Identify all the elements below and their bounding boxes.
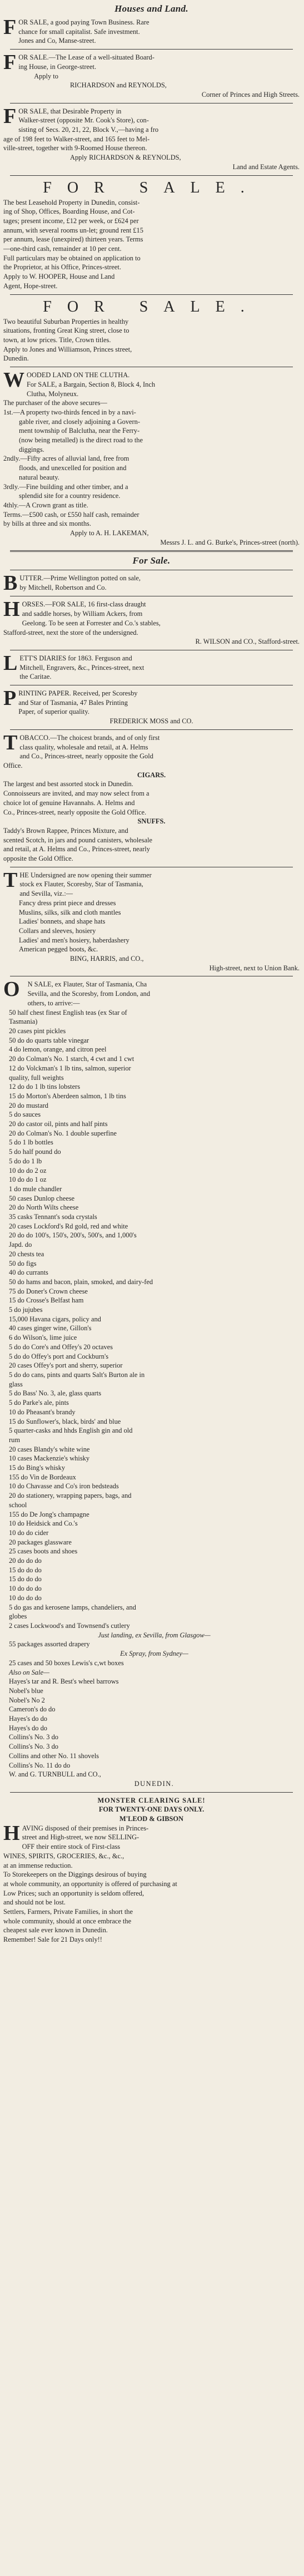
list-item: Japd. do	[9, 1241, 32, 1249]
list-item: 5 do do Core's and Offey's 20 octaves	[9, 1343, 113, 1351]
list-item: 75 do Doner's Crown cheese	[9, 1287, 88, 1295]
list-item: 15 do Sunflower's, black, birds' and blue	[9, 1417, 121, 1425]
list-item: 5 do 1 lb bottles	[9, 1138, 53, 1147]
ad-signature: W. and G. TURNBULL and CO.,	[9, 1770, 101, 1779]
list-item: Collins's No. 3 do	[9, 1733, 58, 1741]
list-item: Nobel's No 2	[9, 1696, 45, 1704]
list-item: American pegged boots, &c.	[19, 945, 98, 954]
list-item: glass	[9, 1380, 23, 1388]
list-item: AVING disposed of their premises in Princes-	[22, 1824, 149, 1832]
on-sale-list	[3, 980, 300, 1630]
list-item: Collars and sleeves, hosiery	[19, 926, 96, 935]
ad-line: Geelong. To be seen at Forrester and Co.'s stables,	[22, 619, 161, 627]
ad-horses	[3, 600, 300, 647]
for-sale-banner: FOR SALE.	[43, 298, 260, 315]
dropcap: W	[3, 368, 24, 392]
ad-line: and Star of Tasmania, 47 Bales Printing	[18, 698, 128, 707]
ad-line: Clutha, Molyneux.	[27, 389, 79, 398]
ad-line: Agent, Hope-street.	[3, 282, 58, 290]
list-item: Sevilla, and the Scoresby, from London, and	[27, 990, 151, 998]
ad-line: —one-third cash, remainder at 10 per cent.	[3, 245, 122, 253]
divider	[10, 49, 293, 50]
list-item: 5 do do 1 lb	[9, 1157, 42, 1165]
list-item: 20 cases pint pickles	[9, 1027, 66, 1035]
ad-line: High-street, next to Union Bank.	[209, 964, 300, 972]
ad-line: stock ex Flauter, Scoresby, Star of Tasmania,	[19, 880, 143, 889]
ad-signature-place: DUNEDIN.	[134, 1779, 175, 1788]
list-item: 20 chests tea	[9, 1250, 44, 1258]
list-item: 1 do mule chandler	[9, 1185, 62, 1193]
ad-signature: Apply RICHARDSON & REYNOLDS,	[70, 154, 181, 162]
ad-bing-harris	[3, 868, 300, 973]
subheading-spray: Ex Spray, from Sydney—	[120, 1650, 188, 1658]
dropcap: H	[3, 1821, 20, 1845]
ad-line: Apply to	[34, 72, 58, 80]
divider	[10, 1792, 293, 1793]
list-item: Hayes's do do	[9, 1724, 47, 1732]
subheading-snuffs: SNUFFS.	[137, 817, 166, 826]
ad-line: 1st.—A property two-thirds fenced in by a navi-	[3, 408, 136, 416]
ad-line: Walker-street (opposite Mr. Cook's Store), con-	[18, 116, 149, 125]
ad-line: HE Undersigned are now opening their summer	[19, 871, 152, 879]
list-item: 20 do North Wilts cheese	[9, 1203, 79, 1212]
list-item: 15 do Bing's whisky	[9, 1464, 66, 1472]
list-item: 25 cases boots and shoes	[9, 1547, 78, 1556]
ad-line: the Proprietor, at his Office, Princes-street.	[3, 263, 121, 272]
list-item: 20 do do 100's, 150's, 200's, 500's, and 1,000's	[9, 1231, 137, 1240]
section-heading-for-sale: For Sale.	[132, 555, 171, 566]
ad-signature: RICHARDSON and REYNOLDS,	[70, 81, 167, 90]
list-item: 20 do stationery, wrapping papers, bags, and	[9, 1492, 132, 1500]
list-item: 4 do lemon, orange, and citron peel	[9, 1045, 107, 1054]
list-item: 40 cases ginger wine, Gillon's	[9, 1324, 92, 1333]
list-item: at whole community, an opportunity is offered of purchasing at	[3, 1879, 177, 1888]
dropcap: B	[3, 571, 18, 595]
list-item: Ladies' bonnets, and shape hats	[19, 917, 106, 926]
list-item: Hayes's do do	[9, 1715, 47, 1723]
list-item: Low Prices; such an opportunity is seldom offered,	[3, 1889, 144, 1897]
list-item: 15 do Morton's Aberdeen salmon, 1 lb tins	[9, 1092, 126, 1100]
list-item: 10 do do 1 oz	[9, 1176, 47, 1184]
ad-line: diggings.	[19, 445, 44, 453]
list-item: Ladies' and men's hosiery, haberdashery	[19, 936, 129, 944]
ad-line: ville-street, together with 9-Roomed House thereon.	[3, 144, 147, 152]
ad-line: OBACCO.—The choicest brands, and of only first	[19, 733, 160, 742]
ad-line: Apply to W. HOOPER, House and Land	[3, 273, 115, 281]
ad-line: age of 198 feet to Walker-street, and 165 feet to Mel-	[3, 135, 150, 143]
list-item: 5 do do Offey's port and Cockburn's	[9, 1352, 109, 1360]
ad-line: by Mitchell, Robertson and Co.	[19, 584, 107, 592]
clearing-sale-title: MONSTER CLEARING SALE!	[97, 1796, 206, 1804]
ad-line: Two beautiful Suburban Properties in healthy	[3, 317, 129, 325]
list-item: at an immense reduction.	[3, 1861, 73, 1869]
ad-line: Dunedin.	[3, 354, 29, 363]
list-item: 20 cases Offey's port and sherry, superior	[9, 1361, 123, 1370]
divider	[10, 175, 293, 176]
ad-line: For SALE, a Bargain, Section 8, Block 4, Inch	[27, 380, 156, 388]
ad-signature: FREDERICK MOSS and CO.	[109, 717, 193, 726]
list-item: 50 cases Dunlop cheese	[9, 1194, 75, 1202]
list-item: To Storekeepers on the Diggings desirous of buying	[3, 1871, 147, 1879]
also-list	[3, 1677, 300, 1770]
list-item: globes	[9, 1612, 27, 1621]
list-item: OFF their entire stock of First-class	[22, 1843, 121, 1851]
list-item: 5 quarter-casks and hhds English gin and old	[9, 1427, 133, 1435]
list-item: others, to arrive:—	[27, 999, 80, 1007]
ad-clearing-sale	[3, 1796, 300, 1945]
subheading-arrive: Just landing, ex Sevilla, from Glasgow—	[98, 1631, 211, 1639]
ad-line: OR SALE.—The Lease of a well-situated Board-	[18, 53, 155, 62]
list-item: 15 do do do	[9, 1575, 42, 1583]
ad-line: scented Scotch, in jars and pound canisters, wholesale	[3, 836, 153, 844]
list-item: 15,000 Havana cigars, policy and	[9, 1315, 101, 1323]
for-sale-banner: FOR SALE.	[43, 179, 260, 196]
list-item: 50 do hams and bacon, plain, smoked, and dairy-fed	[9, 1277, 153, 1286]
ad-line: Corner of Princes and High Streets.	[201, 90, 300, 98]
list-item: 20 do mustard	[9, 1101, 48, 1109]
ad-line: Messrs J. L. and G. Burke's, Princes-street (north).	[160, 538, 300, 546]
list-item: 20 do Colman's No. 1 double superfine	[9, 1129, 117, 1137]
ad-wooded-land-clutha	[3, 368, 300, 547]
list-item: rum	[9, 1435, 20, 1444]
list-item: 10 do do do	[9, 1593, 42, 1602]
ad-signature: R. WILSON and CO., Stafford-street.	[195, 638, 300, 646]
list-item: Nobel's blue	[9, 1686, 43, 1695]
dropcap: F	[3, 51, 17, 75]
ad-line: Paper, of superior quality.	[18, 708, 89, 716]
ad-line: ing House, in George-street.	[18, 62, 97, 71]
ad-line: UTTER.—Prime Wellington potted on sale,	[19, 574, 141, 583]
dropcap: L	[3, 651, 18, 675]
ad-line: OODED LAND ON THE CLUTHA.	[27, 371, 130, 379]
ad-line: ing of Shop, Offices, Boarding House, and Cot-	[3, 208, 135, 216]
list-item: 5 do Bass' No. 3, ale, glass quarts	[9, 1389, 102, 1398]
list-item: street and High-street, we now SELLING-	[22, 1833, 139, 1842]
list-item: 10 do Pheasant's brandy	[9, 1408, 76, 1416]
list-item: 5 do sauces	[9, 1111, 41, 1119]
ad-line: per annum, lease (unexpired) thirteen years. Terms	[3, 235, 143, 244]
ad-line: OR SALE, that Desirable Property in	[18, 107, 122, 115]
ad-line: OR SALE, a good paying Town Business. Rare	[18, 18, 149, 26]
list-item: Hayes's tar and R. Best's wheel barrows	[9, 1677, 119, 1686]
ad-printing-paper	[3, 689, 300, 726]
list-item: 10 cases Mackenzie's whisky	[9, 1454, 90, 1463]
list-item: 20 packages glassware	[9, 1538, 72, 1546]
ad-line: tages; present income, £12 per week, or £624 per	[3, 216, 139, 225]
ad-line: and retail, at A. Helms and Co., Princes-street, nearly	[3, 845, 150, 853]
subheading-cigars: CIGARS.	[137, 771, 166, 779]
ad-turnbull-on-sale	[3, 980, 300, 1788]
list-item: 12 do Volckman's 1 lb tins, salmon, superior	[9, 1064, 131, 1072]
list-item: 10 do do do	[9, 1585, 42, 1593]
list-item: 25 cases and 50 boxes Lewis's c,wt boxes	[9, 1659, 124, 1667]
ad-line: 3rdly.—Fine building and other timber, and a	[3, 482, 128, 491]
list-item: 50 do do quarts table vinegar	[9, 1036, 89, 1044]
list-item: WINES, SPIRITS, GROCERIES, &c., &c.,	[3, 1852, 124, 1860]
ad-line: Terms.—£500 cash, or £550 half cash, remainder	[3, 510, 139, 519]
ad-line: and saddle horses, by William Ackers, from	[22, 610, 143, 618]
ad-line: Jones and Co, Manse-street.	[18, 37, 96, 45]
list-item: 20 do do do	[9, 1557, 42, 1565]
ad-line: Connoisseurs are invited, and may now select from a	[3, 789, 149, 798]
list-item: 5 do gas and kerosene lamps, chandeliers, and	[9, 1603, 136, 1611]
ad-line: Office.	[3, 762, 23, 769]
list-item: 50 do figs	[9, 1259, 37, 1267]
ad-town-business	[3, 18, 300, 46]
ad-line: sisting of Secs. 20, 21, 22, Block V.,—having a fro	[18, 126, 159, 134]
divider	[10, 729, 293, 730]
list-item: whole community, should at once embrace the	[3, 1917, 132, 1925]
list-item: 40 do currants	[9, 1269, 48, 1277]
ad-signature: Apply to A. H. LAKEMAN,	[70, 529, 149, 537]
list-item: 155 do Vin de Bordeaux	[9, 1473, 76, 1481]
list-item: 20 do castor oil, pints and half pints	[9, 1120, 108, 1128]
list-item: 15 do Crosse's Belfast ham	[9, 1296, 84, 1305]
ad-line: Co., Princes-street, nearly opposite the Gold Office.	[3, 808, 147, 816]
clearing-text	[3, 1821, 300, 1945]
dropcap: F	[3, 16, 17, 39]
ad-line: 4thly.—A Crown grant as title.	[3, 501, 88, 509]
ad-line: ment township of Balclutha, near the Ferry-	[19, 427, 140, 435]
list-item: 10 do Chavasse and Co's iron bedsteads	[9, 1482, 119, 1491]
list-item: N SALE, ex Flauter, Star of Tasmania, Cha	[27, 980, 147, 989]
list-item: quality, full weights	[9, 1073, 64, 1082]
list-item: 20 cases Blandy's white wine	[9, 1445, 90, 1453]
list-item: Fancy dress print piece and dresses	[19, 899, 116, 907]
ad-tobacco	[3, 733, 300, 863]
list-item: Muslins, silks, silk and cloth mantles	[19, 908, 121, 916]
ad-line: natural beauty.	[19, 473, 59, 481]
ad-boarding-house-lease	[3, 53, 300, 100]
clearing-sale-name: M'LEOD & GIBSON	[119, 1815, 183, 1823]
list-item: 20 do Colman's No. 1 starch, 4 cwt and 1 cwt	[9, 1055, 134, 1063]
ad-line: 2ndly.—Fifty acres of alluvial land, free from	[3, 455, 129, 463]
dropcap: P	[3, 687, 17, 710]
divider	[10, 294, 293, 295]
ad-line: Mitchell, Engravers, &c., Princes-street, next	[19, 663, 144, 672]
ad-suburban-properties	[3, 317, 300, 364]
ad-letts-diaries	[3, 651, 300, 682]
ad-line: The largest and best assorted stock in Dunedin.	[3, 780, 133, 788]
dropcap: T	[3, 731, 18, 754]
ad-line: and Co., Princes-street, nearly opposite the Gold	[19, 752, 153, 761]
list-item: Collins's No. 3 do	[9, 1743, 58, 1751]
ad-line: the Caritae.	[19, 673, 52, 681]
ad-line: town, at low prices. Title, Crown titles.	[3, 335, 111, 344]
list-item: Tasmania)	[9, 1018, 38, 1026]
divider	[10, 550, 293, 552]
ad-line: Stafford-street, next the store of the undersigned.	[3, 628, 138, 636]
ad-line: choice lot of genuine Havannahs. A. Helms and	[3, 798, 135, 807]
list-item: 55 packages assorted drapery	[9, 1640, 90, 1649]
ad-signature: BING, HARRIS, and CO.,	[70, 955, 144, 963]
ad-line: Land and Estate Agents.	[232, 162, 300, 171]
ad-line: Taddy's Brown Rappee, Princes Mixture, and	[3, 826, 128, 835]
clearing-sale-subtitle: FOR TWENTY-ONE DAYS ONLY.	[98, 1805, 205, 1814]
list-item: 5 do do cans, pints and quarts Salt's Burton ale in	[9, 1371, 145, 1379]
ad-butter	[3, 571, 300, 595]
list-item: 20 cases Lockford's Rd gold, red and white	[9, 1222, 128, 1230]
ad-line: opposite the Gold Office.	[3, 855, 73, 863]
ad-line: gable river, and closely adjoining a Govern-	[19, 417, 140, 426]
list-item: 50 half chest finest English teas (ex Star of	[9, 1008, 127, 1016]
ad-line: class quality, wholesale and retail, at A. Helms	[19, 743, 148, 751]
ad-leasehold-property	[3, 198, 300, 291]
list-item: Collins and other No. 11 shovels	[9, 1751, 99, 1760]
ad-line: (now being metalled) is the direct road to the	[19, 436, 143, 445]
list-item: and should not be lost.	[3, 1898, 66, 1907]
section-heading-houses-and-land: Houses and Land.	[114, 3, 188, 14]
list-item: 155 do De Jong's champagne	[9, 1510, 89, 1518]
list-item: 6 do Wilson's, lime juice	[9, 1334, 77, 1342]
ad-line: ETT'S DIARIES for 1863. Ferguson and	[19, 654, 132, 662]
ad-line: ORSES.—FOR SALE, 16 first-class draught	[22, 600, 146, 609]
ad-line: by bills at three and six months.	[3, 520, 91, 528]
ad-line: situations, fronting Great King street, close to	[3, 327, 129, 335]
ad-line: The purchaser of the above secures—	[3, 399, 107, 407]
dropcap: F	[3, 104, 17, 128]
ad-line: chance for small capitalist. Safe investment.	[18, 27, 140, 36]
list-item: 5 do jujubes	[9, 1306, 43, 1314]
list-item: cheapest sale ever known in Dunedin.	[3, 1926, 108, 1935]
list-item: 5 do Parke's ale, pints	[9, 1399, 69, 1407]
ad-line: The best Leasehold Property in Dunedin, consist-	[3, 198, 140, 206]
list-item: 10 do do cider	[9, 1528, 49, 1537]
ad-line: and Sevilla, viz.:—	[19, 890, 73, 898]
ad-line: Full particulars may be obtained on application to	[3, 254, 141, 262]
list-item: Collins's No. 11 do do	[9, 1761, 71, 1769]
list-item: school	[9, 1501, 27, 1509]
ad-line: annum, with several rooms un-let; ground rent £15	[3, 226, 143, 234]
dropcap: O	[3, 978, 20, 1001]
ad-line: floods, and unexcelled for position and	[19, 464, 127, 472]
ad-line: Apply to Jones and Williamson, Princes street,	[3, 345, 132, 353]
list-item: Remember! Sale for 21 Days only!!	[3, 1936, 102, 1944]
dropcap: H	[3, 598, 20, 621]
list-item: 10 do Heidsick and Co.'s	[9, 1519, 78, 1528]
list-item: 15 do do do	[9, 1566, 42, 1574]
list-item: 35 casks Tennant's soda crystals	[9, 1213, 97, 1221]
ad-line: RINTING PAPER. Received, per Scoresby	[18, 689, 138, 698]
list-item: Settlers, Farmers, Private Families, in short the	[3, 1908, 133, 1916]
dropcap: T	[3, 868, 18, 892]
list-item: 2 cases Lockwood's and Townsend's cutlery	[9, 1621, 130, 1630]
subheading-also: Also on Sale—	[9, 1668, 49, 1676]
ad-line: splendid site for a country residence.	[19, 492, 121, 500]
list-item: 12 do do 1 lb tins lobsters	[9, 1083, 81, 1091]
list-item: 10 do do 2 oz	[9, 1166, 47, 1175]
list-item: 5 do half pound do	[9, 1148, 61, 1156]
list-item: Cameron's do do	[9, 1705, 56, 1714]
ad-walker-street-property	[3, 104, 300, 172]
